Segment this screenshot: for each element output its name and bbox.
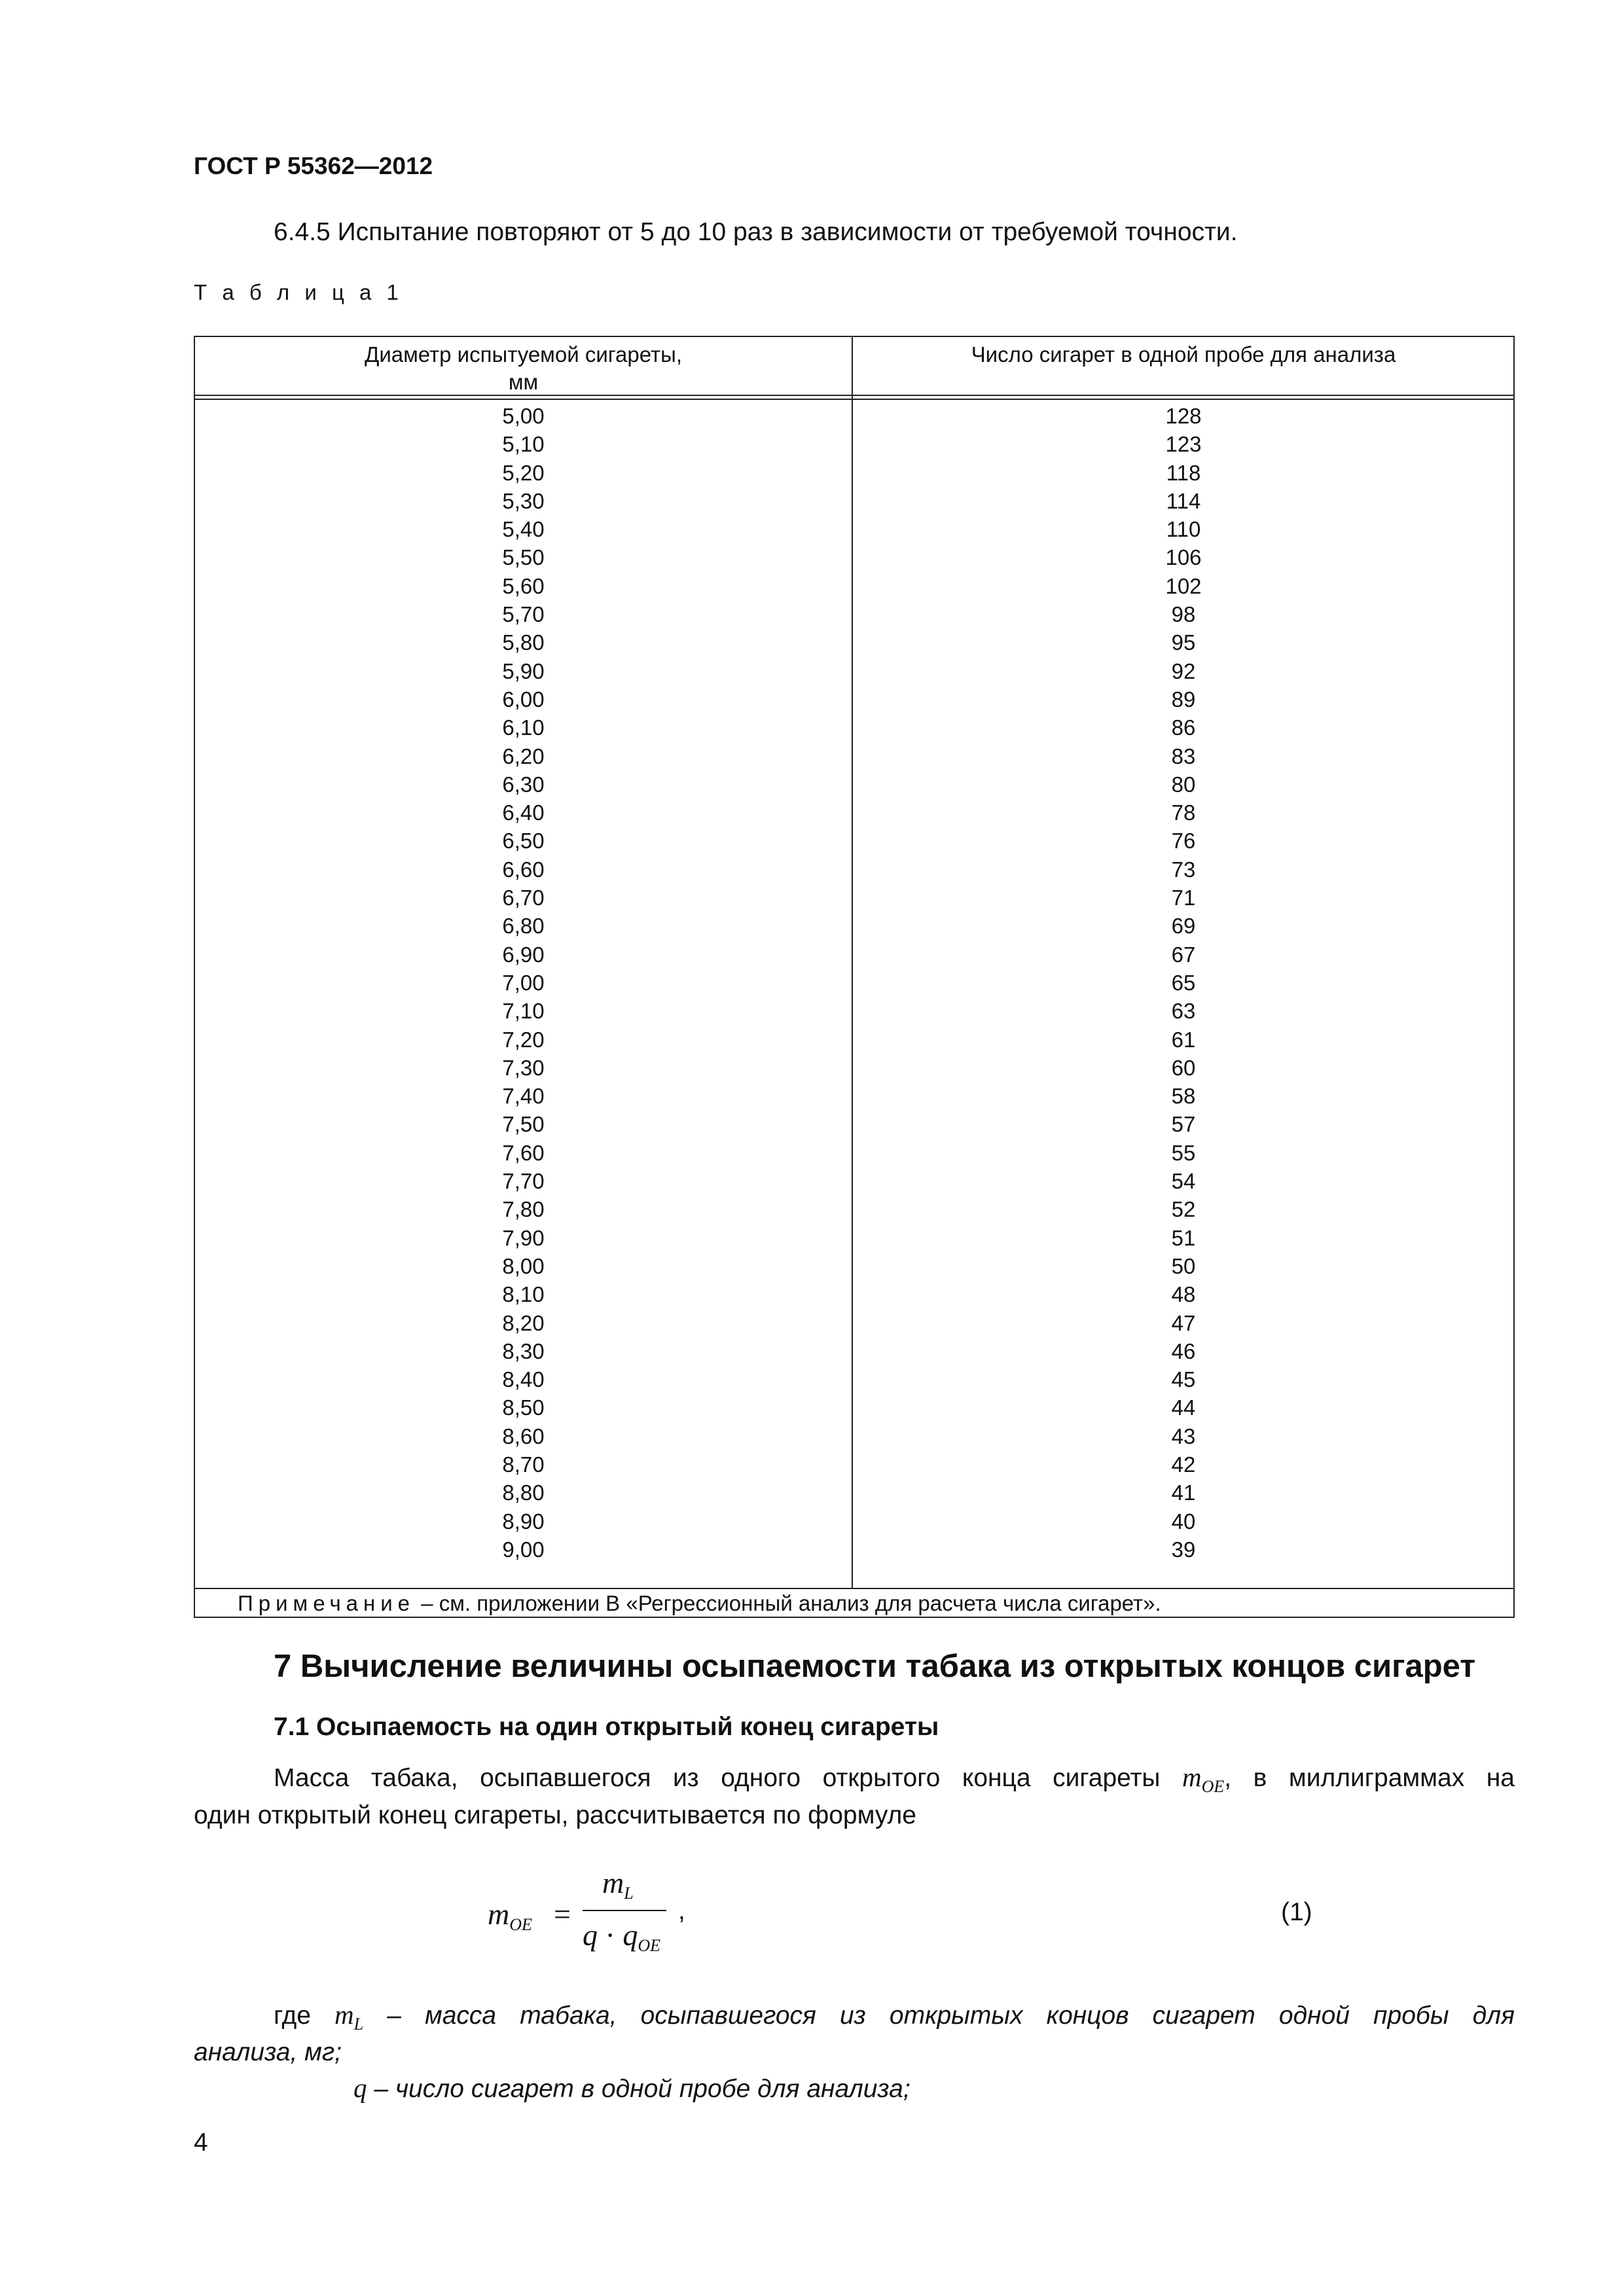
q-description: – число сигарет в одной пробе для анализа; <box>374 2075 911 2103</box>
diameter-cell: 7,60 <box>502 1140 545 1165</box>
diameter-cell: 8,10 <box>502 1282 545 1307</box>
formula-equals: = <box>554 1897 571 1931</box>
count-cell: 51 <box>1171 1225 1196 1250</box>
count-cell: 52 <box>1171 1197 1196 1222</box>
formula-number: (1) <box>1281 1898 1312 1926</box>
diameter-cell: 6,00 <box>502 687 545 711</box>
count-cell: 58 <box>1171 1084 1196 1109</box>
column-header-diameter <box>195 337 852 395</box>
document-code: ГОСТ Р 55362—2012 <box>194 152 433 179</box>
diameter-cell: 6,80 <box>502 914 545 939</box>
fraction-bar <box>583 1910 666 1911</box>
count-cell: 78 <box>1171 800 1196 825</box>
diameter-cell: 7,20 <box>502 1027 545 1052</box>
formula-comma: , <box>678 1897 685 1925</box>
where-line1 <box>274 1999 1515 2034</box>
symbol-q: q <box>353 2073 367 2103</box>
q-definition <box>353 2072 911 2104</box>
diameter-cell: 6,10 <box>502 715 545 740</box>
count-cell: 69 <box>1171 914 1196 939</box>
diameter-cell: 5,60 <box>502 573 545 598</box>
table-caption: Т а б л и ц а 1 <box>194 280 403 304</box>
count-cell: 42 <box>1171 1452 1196 1477</box>
count-cell: 67 <box>1171 942 1196 967</box>
diameter-cell: 5,90 <box>502 658 545 683</box>
section-7-1-title: 7.1 Осыпаемость на один открытый конец сигареты <box>274 1713 939 1741</box>
diameter-column <box>195 402 852 1564</box>
table-1 <box>194 336 1515 1618</box>
formula-denominator: $q \cdot q_{OE}$ <box>583 1918 660 1955</box>
diameter-cell: 5,70 <box>502 602 545 627</box>
diameter-cell: 7,80 <box>502 1197 545 1222</box>
diameter-cell: 7,10 <box>502 999 545 1024</box>
text-part: , в миллиграммах на <box>1224 1764 1515 1792</box>
count-cell: 98 <box>1171 602 1196 627</box>
count-cell: 63 <box>1171 999 1196 1024</box>
diameter-cell: 5,10 <box>502 432 545 457</box>
where-word: где <box>274 2001 311 2030</box>
count-cell: 45 <box>1171 1367 1196 1392</box>
paragraph-7-1-line2: один открытый конец сигареты, рассчитывается по формуле <box>194 1801 916 1829</box>
header-separator-1 <box>195 395 1513 396</box>
diameter-cell: 7,40 <box>502 1084 545 1109</box>
page-number: 4 <box>194 2128 208 2157</box>
count-cell: 55 <box>1171 1140 1196 1165</box>
section-7-title: 7 Вычисление величины осыпаемости табака из открытых концов сигарет <box>274 1649 1476 1684</box>
diameter-cell: 6,60 <box>502 857 545 882</box>
count-cell: 46 <box>1171 1338 1196 1363</box>
diameter-cell: 8,20 <box>502 1310 545 1335</box>
diameter-cell: 9,00 <box>502 1537 545 1562</box>
count-cell: 80 <box>1171 772 1196 797</box>
diameter-cell: 6,40 <box>502 800 545 825</box>
diameter-cell: 8,80 <box>502 1480 545 1505</box>
diameter-cell: 7,00 <box>502 970 545 995</box>
count-cell: 40 <box>1171 1509 1196 1534</box>
diameter-cell: 5,40 <box>502 517 545 542</box>
count-cell: 41 <box>1171 1480 1196 1505</box>
header-line: Диаметр испытуемой сигареты, <box>364 342 683 367</box>
count-cell: 114 <box>1166 488 1201 513</box>
header-unit: мм <box>508 370 539 394</box>
diameter-cell: 7,90 <box>502 1225 545 1250</box>
count-cell: 43 <box>1171 1424 1196 1448</box>
where-line2: анализа, мг; <box>194 2038 342 2066</box>
count-cell: 110 <box>1166 517 1201 542</box>
symbol-m-oe: $m_{OE}$ <box>1182 1762 1225 1796</box>
diameter-cell: 6,70 <box>502 886 545 910</box>
text-part: Масса табака, осыпавшегося из одного открытого конца сигареты <box>274 1764 1161 1792</box>
count-cell: 48 <box>1171 1282 1196 1307</box>
diameter-cell: 8,00 <box>502 1253 545 1278</box>
header-separator-2 <box>195 399 1513 400</box>
count-cell: 89 <box>1171 687 1196 711</box>
diameter-cell: 8,50 <box>502 1395 545 1420</box>
count-cell: 54 <box>1171 1169 1196 1194</box>
column-header-count <box>853 337 1514 395</box>
count-cell: 61 <box>1171 1027 1196 1052</box>
symbol-m-l: $m_L$ <box>334 2000 364 2034</box>
diameter-cell: 8,90 <box>502 1509 545 1534</box>
count-cell: 128 <box>1165 404 1202 428</box>
formula-numerator: $m_L$ <box>602 1866 634 1903</box>
count-cell: 71 <box>1171 886 1196 910</box>
paragraph-6-4-5: 6.4.5 Испытание повторяют от 5 до 10 раз в зависимости от требуемой точности. <box>274 218 1238 246</box>
count-cell: 73 <box>1171 857 1196 882</box>
header-line: Число сигарет в одной пробе для анализа <box>971 342 1396 367</box>
note-text: – см. приложении В «Регрессионный анализ для расчета числа сигарет». <box>421 1591 1161 1615</box>
diameter-cell: 5,00 <box>502 404 545 428</box>
diameter-cell: 6,90 <box>502 942 545 967</box>
diameter-cell: 5,80 <box>502 630 545 655</box>
diameter-cell: 8,70 <box>502 1452 545 1477</box>
diameter-cell: 7,30 <box>502 1055 545 1080</box>
diameter-cell: 6,50 <box>502 829 545 853</box>
count-cell: 86 <box>1171 715 1196 740</box>
formula-1 <box>484 1865 685 1964</box>
count-cell: 76 <box>1171 829 1196 853</box>
count-cell: 50 <box>1171 1253 1196 1278</box>
count-cell: 102 <box>1165 573 1202 598</box>
diameter-cell: 5,30 <box>502 488 545 513</box>
justified-line <box>274 1999 1515 2034</box>
diameter-cell: 8,40 <box>502 1367 545 1392</box>
formula-lhs: $m_{OE}$ <box>488 1897 532 1934</box>
paragraph-7-1-line1 <box>274 1761 1515 1797</box>
note-label: Примечание <box>238 1591 416 1615</box>
count-cell: 65 <box>1171 970 1196 995</box>
table-note <box>238 1590 1161 1617</box>
count-cell: 57 <box>1171 1112 1196 1137</box>
count-cell: 92 <box>1171 658 1196 683</box>
count-cell: 39 <box>1171 1537 1196 1562</box>
diameter-cell: 8,30 <box>502 1338 545 1363</box>
count-cell: 83 <box>1171 744 1196 768</box>
count-cell: 47 <box>1171 1310 1196 1335</box>
count-cell: 123 <box>1165 432 1202 457</box>
diameter-cell: 5,50 <box>502 545 545 570</box>
diameter-cell: 7,70 <box>502 1169 545 1194</box>
m-l-description: – масса табака, осыпавшегося из открытых концов сигарет одной пробы для <box>387 2001 1515 2030</box>
diameter-cell: 5,20 <box>502 460 545 485</box>
count-cell: 118 <box>1166 460 1201 485</box>
diameter-cell: 6,30 <box>502 772 545 797</box>
diameter-cell: 7,50 <box>502 1112 545 1137</box>
note-separator <box>195 1588 1513 1589</box>
diameter-cell: 8,60 <box>502 1424 545 1448</box>
count-cell: 95 <box>1171 630 1196 655</box>
justified-line <box>274 1761 1515 1797</box>
count-cell: 60 <box>1171 1055 1196 1080</box>
count-cell: 44 <box>1171 1395 1196 1420</box>
diameter-cell: 6,20 <box>502 744 545 768</box>
count-cell: 106 <box>1165 545 1202 570</box>
count-column <box>853 402 1514 1564</box>
